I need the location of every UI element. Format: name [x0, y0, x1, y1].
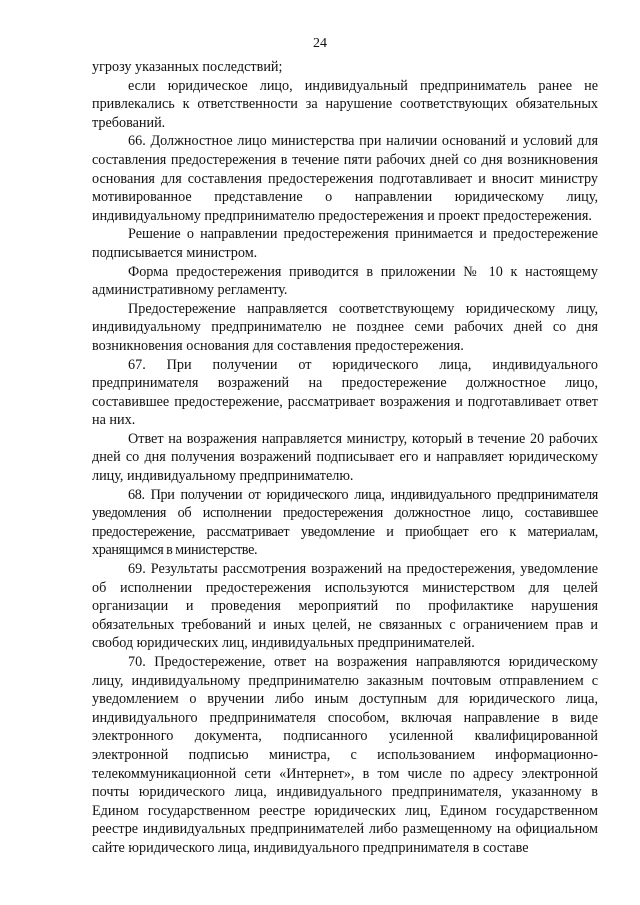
- paragraph-69: 69. Результаты рассмотрения возражений на предостережения, уведомление об исполнении предостережения используются министерством для целей организации и проведения мероприятий по профилактике нарушения обязательных требований и иных целей, не связанных с ограничением прав и свобод юридических лиц, индивидуальных предпринимателей.: [92, 561, 598, 652]
- paragraph-70: 70. Предостережение, ответ на возражения направляются юридическому лицу, индивидуальному предпринимателю заказным почтовым отправлением с уведомлением о вручении либо иным доступным для юридического лица, индивидуального предпринимателя способом, включая направление в виде электронного документа, подписанного усиленной квалифицированной электронной подписью министра, с использованием информационно-телекоммуникационной сети «Интернет», в том числе по адресу электронной почты юридического лица, индивидуального предпринимателя, указанному в Едином государственном реестре юридических лиц, Едином государственном реестре индивидуальных предпринимателей либо размещенному на официальном сайте юридического лица, индивидуального предпринимателя в составе: [92, 654, 598, 856]
- paragraph: Форма предостережения приводится в приложении № 10 к настоящему административному регламенту.: [92, 263, 598, 299]
- paragraph: если юридическое лицо, индивидуальный предприниматель ранее не привлекались к ответственности за нарушение соответствующих обязательных требований.: [92, 77, 598, 131]
- paragraph-67: 67. При получении от юридического лица, индивидуального предпринимателя возражений на предостережение должностное лицо, составившее предостережение, рассматривает возражения и подготавливает ответ на них.: [92, 356, 598, 429]
- paragraph: Предостережение направляется соответствующему юридическому лицу, индивидуальному предпринимателю не позднее семи рабочих дней со дня возникновения основания для составления предостережения.: [92, 300, 598, 354]
- paragraph-continuation: угрозу указанных последствий;: [92, 59, 283, 75]
- document-body: [92, 58, 598, 858]
- page-number: 24: [313, 36, 327, 51]
- paragraph: Ответ на возражения направляется министру, который в течение 20 рабочих дней со дня получения возражений подписывает его и направляет юридическому лицу, индивидуальному предпринимателю.: [92, 430, 598, 485]
- paragraph-68: 68. При получении от юридического лица, индивидуального предпринимателя уведомления об исполнении предостережения должностное лицо, составившее предостережение, рассматривает уведомление и приобщает его к материалам, хранящимся в министерстве.: [92, 486, 598, 559]
- paragraph: Решение о направлении предостережения принимается и предостережение подписывается министром.: [92, 226, 598, 261]
- paragraph-66: 66. Должностное лицо министерства при наличии оснований и условий для составления предостережения в течение пяти рабочих дней со дня возникновения основания для составления предостережения подготавливает и вносит министру мотивированное представление о направлении юридическому лицу, индивидуальному предпринимателю предостережения и проект предостережения.: [92, 133, 598, 224]
